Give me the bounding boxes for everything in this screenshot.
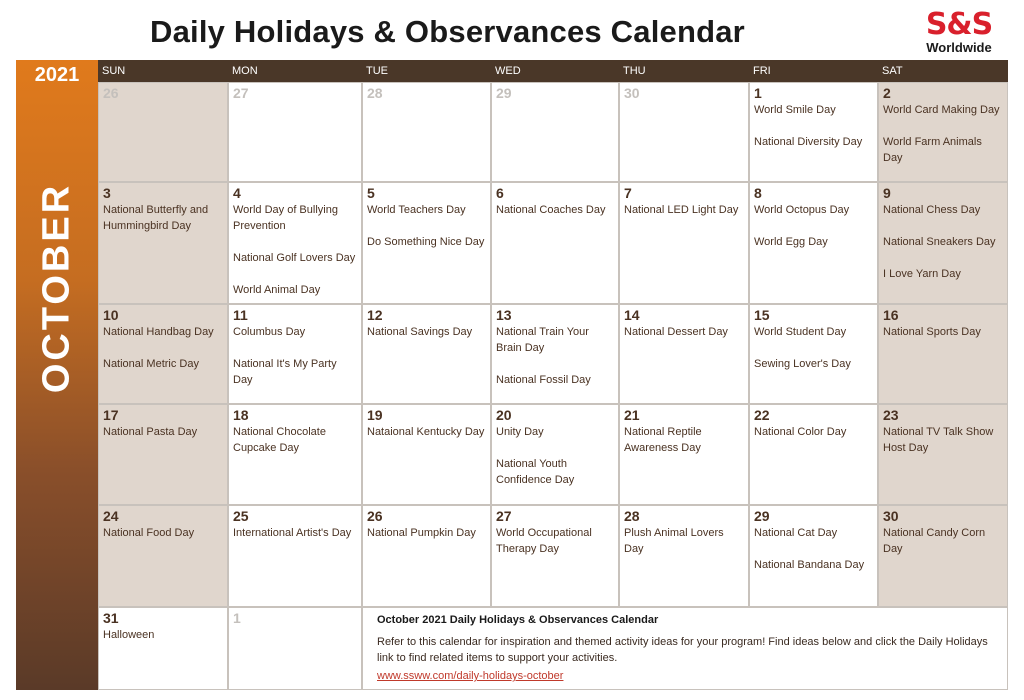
day-number: 28 — [367, 85, 383, 101]
event-label: World Smile Day — [754, 104, 836, 116]
event-label: National Reptile Awareness Day — [624, 426, 702, 454]
event-label: National Metric Day — [103, 358, 199, 370]
event-label: World Card Making Day — [883, 104, 1000, 116]
event-label: National TV Talk Show Host Day — [883, 426, 994, 454]
day-number: 29 — [754, 508, 770, 524]
day-cell[interactable] — [98, 404, 228, 505]
event-label: Columbus Day — [233, 326, 306, 338]
event-label: World Farm Animals Day — [883, 136, 982, 164]
day-number: 19 — [367, 407, 383, 423]
event-label: National Youth Confidence Day — [496, 458, 575, 486]
weekday-wed: WED — [495, 65, 521, 77]
event-label: Nataional Kentucky Day — [367, 426, 485, 438]
day-cell[interactable] — [619, 82, 749, 182]
event-label: Sewing Lover's Day — [754, 358, 851, 370]
event-label: Do Something Nice Day — [367, 236, 485, 248]
year-label: 2021 — [34, 64, 80, 86]
day-cell[interactable] — [749, 304, 878, 404]
day-cell[interactable] — [228, 404, 362, 505]
page-title: Daily Holidays & Observances Calendar — [150, 14, 745, 49]
day-cell[interactable] — [491, 182, 619, 304]
day-number: 21 — [624, 407, 640, 423]
day-number: 24 — [103, 508, 119, 524]
day-cell[interactable] — [362, 505, 491, 607]
day-number: 11 — [233, 307, 248, 323]
day-cell[interactable] — [749, 82, 878, 182]
day-cell[interactable] — [749, 404, 878, 505]
day-number: 22 — [754, 407, 770, 423]
event-label: National Chess Day — [883, 204, 981, 216]
day-cell[interactable] — [491, 505, 619, 607]
event-label: National Handbag Day — [103, 326, 214, 338]
event-label: World Student Day — [754, 326, 847, 338]
weekday-mon: MON — [232, 65, 258, 77]
day-number: 9 — [883, 185, 891, 201]
event-label: National Savings Day — [367, 326, 473, 338]
day-number: 1 — [754, 85, 762, 101]
day-cell[interactable] — [878, 182, 1008, 304]
event-label: International Artist's Day — [233, 527, 352, 539]
event-label: World Occupational Therapy Day — [496, 527, 592, 555]
event-label: National Sneakers Day — [883, 236, 996, 248]
event-label: National Train Your Brain Day — [496, 326, 589, 354]
day-number: 16 — [883, 307, 899, 323]
day-number: 30 — [883, 508, 899, 524]
day-cell[interactable] — [98, 182, 228, 304]
event-label: National Pumpkin Day — [367, 527, 476, 539]
day-number: 27 — [496, 508, 512, 524]
event-label: Unity Day — [496, 426, 544, 438]
month-sidebar — [16, 60, 98, 690]
day-number: 7 — [624, 185, 632, 201]
day-cell[interactable] — [491, 82, 619, 182]
day-cell[interactable] — [98, 82, 228, 182]
weekday-sun: SUN — [102, 65, 126, 77]
event-label: National Cat Day — [754, 527, 838, 539]
day-number: 27 — [233, 85, 249, 101]
event-label: National Diversity Day — [754, 136, 863, 148]
day-cell[interactable] — [228, 182, 362, 304]
info-title: October 2021 Daily Holidays & Observances Calendar — [377, 614, 659, 626]
day-cell[interactable] — [619, 404, 749, 505]
event-label: Plush Animal Lovers Day — [624, 527, 724, 555]
event-label: World Egg Day — [754, 236, 828, 248]
day-number: 8 — [754, 185, 762, 201]
event-label: National Chocolate Cupcake Day — [233, 426, 326, 454]
day-number: 4 — [233, 185, 241, 201]
info-box — [362, 607, 1008, 690]
day-number: 25 — [233, 508, 249, 524]
event-label: World Octopus Day — [754, 204, 850, 216]
day-number: 29 — [496, 85, 512, 101]
weekday-fri: FRI — [753, 65, 771, 77]
month-label: OCTOBER — [35, 182, 78, 394]
event-label: World Teachers Day — [367, 204, 466, 216]
day-number: 26 — [103, 85, 119, 101]
event-label: National It's My Party Day — [233, 358, 337, 386]
day-cell[interactable] — [98, 304, 228, 404]
day-cell[interactable] — [228, 505, 362, 607]
day-number: 17 — [103, 407, 119, 423]
info-body: Refer to this calendar for inspiration and themed activity ideas for your program! Find ideas below and click the Daily Holidays link to find related items to support your activities. — [377, 636, 988, 664]
day-number: 18 — [233, 407, 249, 423]
event-label: Halloween — [103, 629, 155, 641]
day-cell[interactable] — [749, 182, 878, 304]
event-label: National Dessert Day — [624, 326, 728, 338]
event-label: World Animal Day — [233, 284, 321, 296]
event-label: National Fossil Day — [496, 374, 591, 386]
day-number: 26 — [367, 508, 383, 524]
day-cell[interactable] — [98, 607, 228, 690]
day-cell[interactable] — [362, 404, 491, 505]
day-number: 28 — [624, 508, 640, 524]
event-label: I Love Yarn Day — [883, 268, 961, 280]
day-cell[interactable] — [878, 82, 1008, 182]
day-cell[interactable] — [619, 182, 749, 304]
day-number: 14 — [624, 307, 640, 323]
day-cell[interactable] — [619, 505, 749, 607]
day-cell[interactable] — [228, 304, 362, 404]
day-cell[interactable] — [362, 304, 491, 404]
day-number: 31 — [103, 610, 119, 626]
day-number: 3 — [103, 185, 111, 201]
weekday-tue: TUE — [366, 65, 388, 77]
event-label: National Candy Corn Day — [883, 527, 986, 555]
day-cell[interactable] — [362, 82, 491, 182]
day-number: 5 — [367, 185, 375, 201]
day-number: 12 — [367, 307, 383, 323]
weekday-thu: THU — [623, 65, 646, 77]
event-label: National Pasta Day — [103, 426, 198, 438]
day-number: 6 — [496, 185, 504, 201]
day-cell[interactable] — [491, 404, 619, 505]
day-cell[interactable] — [362, 182, 491, 304]
day-number: 15 — [754, 307, 770, 323]
day-number: 20 — [496, 407, 512, 423]
event-label: National Color Day — [754, 426, 847, 438]
day-number: 2 — [883, 85, 891, 101]
event-label: National Bandana Day — [754, 559, 865, 571]
logo-mark: S&S — [925, 7, 993, 42]
logo-subtitle: Worldwide — [926, 40, 992, 55]
day-number: 23 — [883, 407, 899, 423]
brand-logo[interactable] — [918, 7, 1000, 62]
event-label: National Food Day — [103, 527, 195, 539]
day-cell[interactable] — [491, 304, 619, 404]
day-cell[interactable] — [619, 304, 749, 404]
weekday-header — [98, 60, 1008, 82]
day-cell[interactable] — [878, 404, 1008, 505]
day-cell[interactable] — [98, 505, 228, 607]
weekday-sat: SAT — [882, 65, 903, 77]
day-cell[interactable] — [878, 505, 1008, 607]
day-number: 13 — [496, 307, 512, 323]
event-label: National Sports Day — [883, 326, 981, 338]
event-label: National Golf Lovers Day — [233, 252, 356, 264]
day-number: 1 — [233, 610, 241, 626]
event-label: National Coaches Day — [496, 204, 606, 216]
day-cell[interactable] — [878, 304, 1008, 404]
event-label: National Butterfly and Hummingbird Day — [103, 204, 209, 232]
day-cell[interactable] — [749, 505, 878, 607]
day-number: 30 — [624, 85, 640, 101]
info-link[interactable]: www.ssww.com/daily-holidays-october — [377, 670, 564, 682]
event-label: National LED Light Day — [624, 204, 739, 216]
event-label: World Day of Bullying Prevention — [233, 204, 338, 232]
day-number: 10 — [103, 307, 119, 323]
day-cell[interactable] — [228, 607, 362, 690]
day-cell[interactable] — [228, 82, 362, 182]
